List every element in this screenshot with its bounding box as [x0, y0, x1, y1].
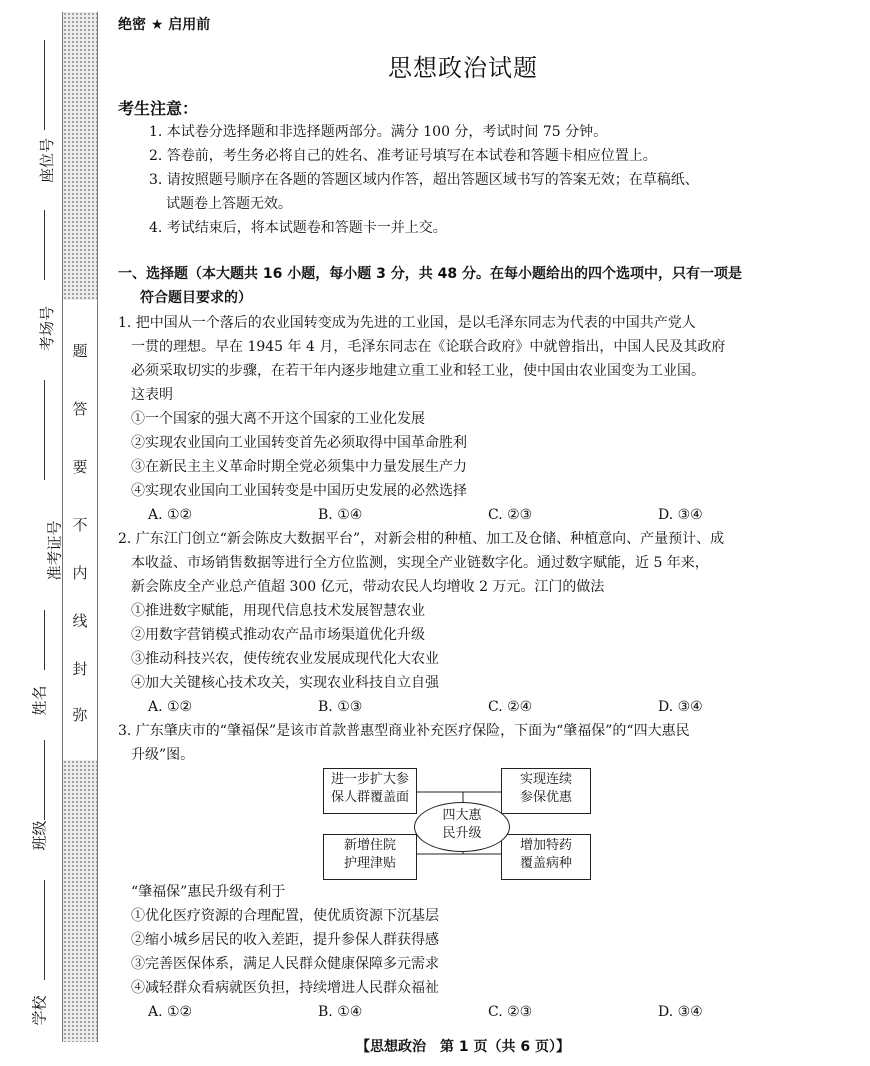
- seal-char: 不: [72, 516, 88, 534]
- seal-line-area: [62, 300, 98, 760]
- q3-question: “肇福保”惠民升级有利于: [131, 884, 286, 900]
- notice-item: 试题卷上答题无效。: [166, 196, 292, 212]
- q3-statement: ④减轻群众看病就医负担，持续增进人民群众福祉: [131, 980, 439, 996]
- section-heading-cont: 符合题目要求的）: [140, 290, 252, 306]
- diagram-box-bottom-right: 增加特药 覆盖病种: [501, 834, 591, 880]
- q1-stem: 一贯的理想。早在 1945 年 4 月，毛泽东同志在《论联合政府》中就曾指出，中国人民及其政府: [131, 339, 726, 355]
- school-label: 学校: [30, 995, 49, 1026]
- q2-statement: ④加大关键核心技术攻关，实现农业科技自立自强: [131, 675, 439, 691]
- q2-stem: 新会陈皮全产业总产值超 300 亿元，带动农民人均增收 2 万元。江门的做法: [131, 579, 605, 595]
- option-d[interactable]: D. ③④: [658, 1004, 703, 1020]
- section-heading: 一、选择题（本大题共 16 小题，每小题 3 分，共 48 分。在每小题给出的四个选项中，只有一项是: [118, 266, 742, 282]
- confidential-mark: 绝密 ★ 启用前: [118, 17, 211, 33]
- option-b[interactable]: B. ①③: [318, 699, 363, 715]
- option-c[interactable]: C. ②③: [488, 1004, 533, 1020]
- q2-statement: ②用数字营销模式推动农产品市场渠道优化升级: [131, 627, 425, 643]
- diagram-box-top-right: 实现连续 参保优惠: [501, 768, 591, 814]
- option-d[interactable]: D. ③④: [658, 699, 703, 715]
- seat-number-label: 座位号: [38, 137, 57, 184]
- q2-statement: ③推动科技兴农，使传统农业发展成现代化大农业: [131, 651, 439, 667]
- option-d[interactable]: D. ③④: [658, 507, 703, 523]
- q3-stem: 3. 广东肇庆市的“肇福保”是该市首款普惠型商业补充医疗保险，下面为“肇福保”的“四大惠民: [118, 723, 690, 739]
- notice-item: 3. 请按照题号顺序在各题的答题区域内作答，超出答题区域书写的答案无效；在草稿纸、: [149, 172, 699, 188]
- option-a[interactable]: A. ①②: [148, 1004, 193, 1020]
- binding-margin: [0, 0, 120, 1066]
- option-b[interactable]: B. ①④: [318, 1004, 363, 1020]
- q1-stem: 这表明: [131, 387, 173, 403]
- option-a[interactable]: A. ①②: [148, 699, 193, 715]
- q1-statement: ①一个国家的强大离不开这个国家的工业化发展: [131, 411, 425, 427]
- field-line: [44, 380, 45, 480]
- q1-statement: ④实现农业国向工业国转变是中国历史发展的必然选择: [131, 483, 467, 499]
- q2-stem: 2. 广东江门创立“新会陈皮大数据平台”，对新会柑的种植、加工及仓储、种植意向、产量预计、成: [118, 531, 725, 547]
- field-line: [44, 740, 45, 820]
- seal-char: 要: [72, 458, 88, 476]
- q1-stem: 1. 把中国从一个落后的农业国转变成为先进的工业国，是以毛泽东同志为代表的中国共产党人: [118, 315, 696, 331]
- exam-page: [118, 0, 818, 1066]
- field-line: [44, 210, 45, 280]
- option-b[interactable]: B. ①④: [318, 507, 363, 523]
- q2-statement: ①推进数字赋能，用现代信息技术发展智慧农业: [131, 603, 425, 619]
- q3-stem: 升级”图。: [131, 747, 195, 763]
- diagram-box-bottom-left: 新增住院 护理津贴: [323, 834, 417, 880]
- option-a[interactable]: A. ①②: [148, 507, 193, 523]
- diagram-box-top-left: 进一步扩大参 保人群覆盖面: [323, 768, 417, 814]
- field-line: [44, 880, 45, 980]
- page-footer: 【思想政治 第 1 页（共 6 页）】: [356, 1039, 570, 1055]
- seal-char: 封: [72, 660, 88, 678]
- option-c[interactable]: C. ②④: [488, 699, 533, 715]
- q2-stem: 本收益、市场销售数据等进行全方位监测，实现全产业链数字化。通过数字赋能，近 5 年来，: [131, 555, 709, 571]
- four-upgrades-diagram: [318, 764, 608, 884]
- seal-char: 线: [72, 612, 88, 630]
- option-c[interactable]: C. ②③: [488, 507, 533, 523]
- name-label: 姓名: [30, 685, 49, 716]
- q3-statement: ②缩小城乡居民的收入差距，提升参保人群获得感: [131, 932, 439, 948]
- notice-heading: 考生注意：: [118, 99, 199, 118]
- q1-statement: ②实现农业国向工业国转变首先必须取得中国革命胜利: [131, 435, 467, 451]
- field-line: [44, 40, 45, 130]
- seal-char: 弥: [72, 706, 88, 724]
- notice-item: 2. 答卷前，考生务必将自己的姓名、准考证号填写在本试卷和答题卡相应位置上。: [149, 148, 657, 164]
- seal-char: 答: [72, 400, 88, 418]
- q1-statement: ③在新民主主义革命时期全党必须集中力量发展生产力: [131, 459, 467, 475]
- diagram-center-ellipse: 四大惠 民升级: [414, 802, 510, 852]
- notice-item: 1. 本试卷分选择题和非选择题两部分。满分 100 分，考试时间 75 分钟。: [149, 124, 608, 140]
- page-title: 思想政治试题: [388, 54, 538, 82]
- q3-statement: ①优化医疗资源的合理配置，使优质资源下沉基层: [131, 908, 439, 924]
- exam-room-label: 考场号: [38, 305, 57, 352]
- ticket-number-label: 准考证号: [45, 520, 64, 581]
- q1-stem: 必须采取切实的步骤，在若干年内逐步地建立重工业和轻工业，使中国由农业国变为工业国。: [131, 363, 705, 379]
- seal-char: 题: [72, 342, 88, 360]
- q3-statement: ③完善医保体系，满足人民群众健康保障多元需求: [131, 956, 439, 972]
- field-line: [44, 610, 45, 670]
- class-label: 班级: [30, 820, 49, 851]
- seal-char: 内: [72, 564, 88, 582]
- notice-item: 4. 考试结束后，将本试题卷和答题卡一并上交。: [149, 220, 447, 236]
